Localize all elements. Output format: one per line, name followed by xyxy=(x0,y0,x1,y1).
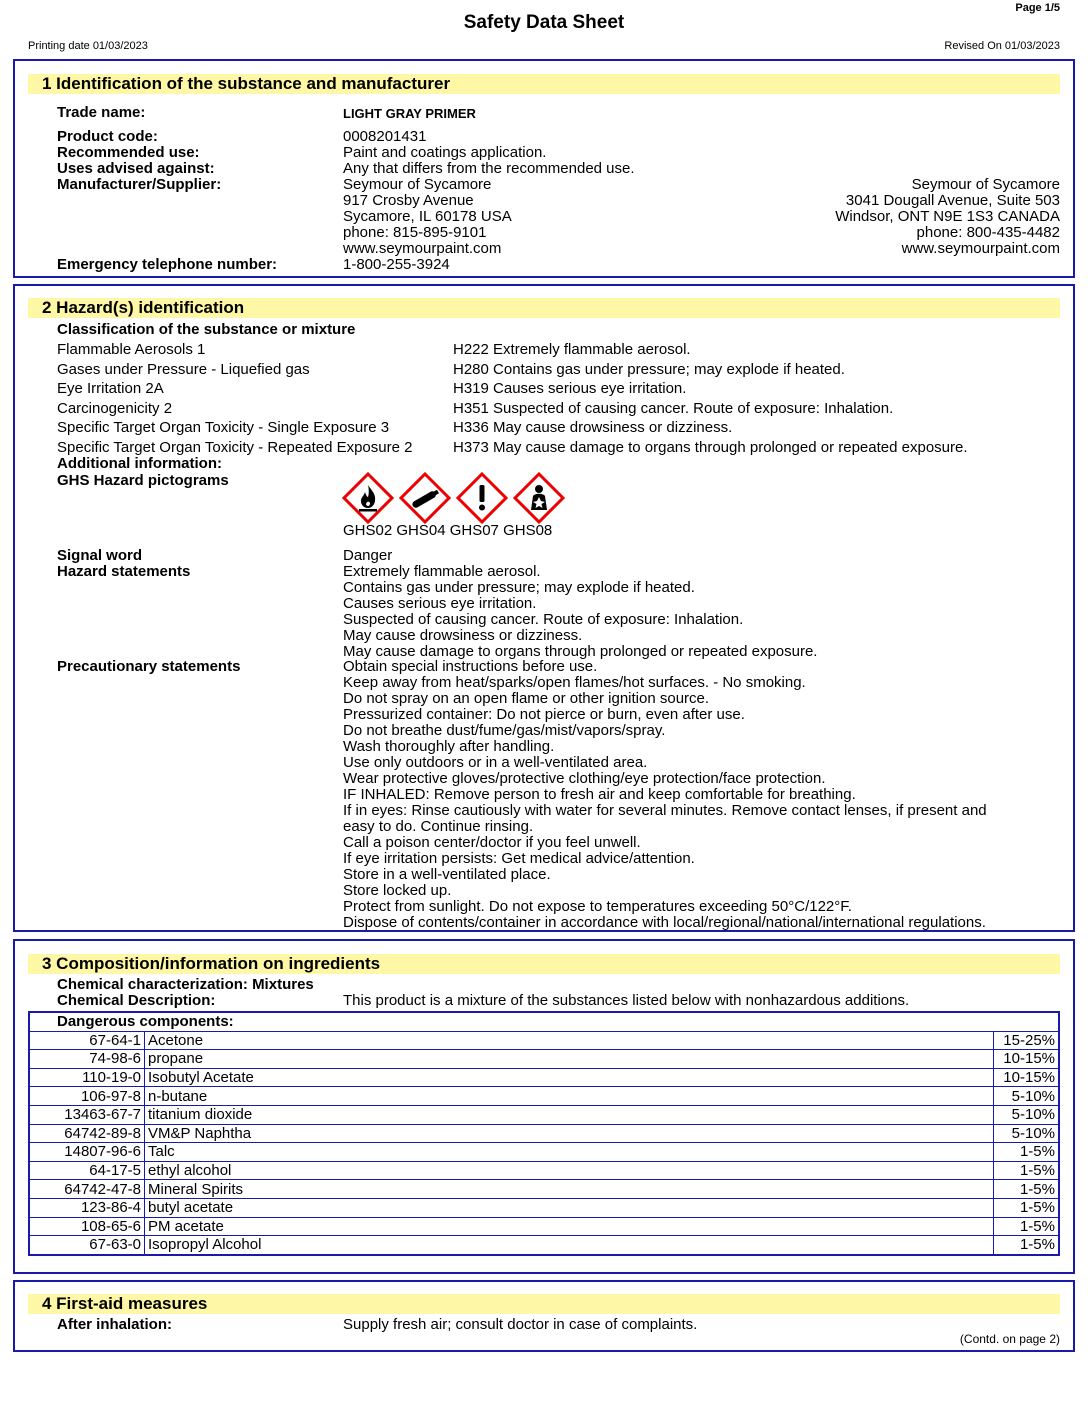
hazard-statements-text: Extremely flammable aerosol. Contains gas under pressure; may explode if heated. Causes serious eye irritation. Suspected of causing cancer. Route of exposure: Inhalation. May cause drowsiness or dizziness. May cause damage to organs through prolonged or repeated exposure. xyxy=(343,563,818,660)
additional-info-label: Additional information: xyxy=(57,455,222,472)
precautionary-statements-text: Obtain special instructions before use. Keep away from heat/sparks/open flames/hot surfaces. - No smoking. Do not spray on an open flame or other ignition source. Pressurized container: Do not pierce or burn, even after use. Do not breathe dust/fume/gas/mist/vapors/spray. Wash thoroughly after handling. Use only outdoors or in a well-ventilated area. Wear protective gloves/protective clothing/eye protection/face protection. IF INHALED: Remove person to fresh air and keep comfortable for breathing. If in eyes: Rinse cautiously with water for several minutes. Remove contact lenses, if present and easy to do. Continue rinsing. Call a poison center/doctor if you feel unwell. If eye irritation persists: Get medical advice/attention. Store in a well-ventilated place. Store locked up. Protect from sunlight. Do not expose to temperatures exceeding 50°C/122°F. Dispose of contents/container in accordance with local/regional/national/international regulations. xyxy=(343,658,987,931)
classification-statement: H336 May cause drowsiness or dizziness. xyxy=(453,419,733,437)
classification-category: Flammable Aerosols 1 xyxy=(57,341,206,358)
component-name: Talc xyxy=(145,1143,994,1162)
trade-name-label: Trade name: xyxy=(57,104,146,121)
component-percent: 5-10% xyxy=(994,1124,1060,1143)
cas-number: 123-86-4 xyxy=(29,1198,145,1217)
classification-categories xyxy=(57,340,412,458)
classification-statement: H319 Causes serious eye irritation. xyxy=(453,380,687,398)
manufacturer-label: Manufacturer/Supplier: xyxy=(57,176,222,193)
component-percent: 1-5% xyxy=(994,1143,1060,1162)
cas-number: 67-64-1 xyxy=(29,1031,145,1050)
component-percent: 1-5% xyxy=(994,1180,1060,1199)
after-inhalation-label: After inhalation: xyxy=(57,1316,172,1333)
cas-number: 110-19-0 xyxy=(29,1068,145,1087)
supplier-canada-address: Seymour of Sycamore 3041 Dougall Avenue, Suite 503 Windsor, ONT N9E 1S3 CANADA phone: 800-435-4482 www.seymourpaint.com xyxy=(835,176,1060,257)
cas-number: 14807-96-6 xyxy=(29,1143,145,1162)
product-code-label: Product code: xyxy=(57,128,158,145)
section-2-heading: 2 Hazard(s) identification xyxy=(28,298,1060,318)
ghs-pictograms-label: GHS Hazard pictograms xyxy=(57,472,229,489)
component-name: Isobutyl Acetate xyxy=(145,1068,994,1087)
component-percent: 1-5% xyxy=(994,1236,1060,1255)
trade-name-value: LIGHT GRAY PRIMER xyxy=(343,106,476,121)
uses-against-label: Uses advised against: xyxy=(57,160,215,177)
section-3-heading: 3 Composition/information on ingredients xyxy=(28,954,1060,974)
table-row xyxy=(29,1143,1059,1162)
classification-category: Gases under Pressure - Liquefied gas xyxy=(57,360,310,378)
classification-label: Classification of the substance or mixture xyxy=(57,321,356,338)
table-row xyxy=(29,1031,1059,1050)
component-name: Mineral Spirits xyxy=(145,1180,994,1199)
classification-statement: H280 Contains gas under pressure; may explode if heated. xyxy=(453,360,845,378)
cas-number: 13463-67-7 xyxy=(29,1105,145,1124)
precautionary-label: Precautionary statements xyxy=(57,658,241,675)
signal-word-value: Danger xyxy=(343,547,393,564)
table-row xyxy=(29,1105,1059,1124)
component-name: n-butane xyxy=(145,1087,994,1106)
classification-category: Carcinogenicity 2 xyxy=(57,399,173,417)
cas-number: 64742-47-8 xyxy=(29,1180,145,1199)
revised-date: Revised On 01/03/2023 xyxy=(944,40,1060,52)
classification-statement: H351 Suspected of causing cancer. Route of exposure: Inhalation. xyxy=(453,399,894,417)
table-row xyxy=(29,1198,1059,1217)
pictogram-codes: GHS02 GHS04 GHS07 GHS08 xyxy=(343,522,553,539)
recommended-use-label: Recommended use: xyxy=(57,144,200,161)
classification-category: Specific Target Organ Toxicity - Repeated Exposure 2 xyxy=(57,438,413,456)
chemical-characterization-label: Chemical characterization: Mixtures xyxy=(57,976,314,993)
cas-number: 67-63-0 xyxy=(29,1236,145,1255)
dangerous-components-table xyxy=(28,1011,1060,1256)
uses-against-value: Any that differs from the recommended use. xyxy=(343,160,635,177)
printing-date: Printing date 01/03/2023 xyxy=(28,40,148,52)
section-4-heading: 4 First-aid measures xyxy=(28,1294,1060,1314)
cas-number: 106-97-8 xyxy=(29,1087,145,1106)
chemical-description-value: This product is a mixture of the substances listed below with nonhazardous additions. xyxy=(343,992,910,1009)
cas-number: 74-98-6 xyxy=(29,1050,145,1069)
dangerous-components-label: Dangerous components: xyxy=(29,1012,1059,1031)
cas-number: 64-17-5 xyxy=(29,1161,145,1180)
component-percent: 10-15% xyxy=(994,1068,1060,1087)
component-name: Acetone xyxy=(145,1031,994,1050)
component-percent: 15-25% xyxy=(994,1031,1060,1050)
cas-number: 108-65-6 xyxy=(29,1217,145,1236)
health-hazard-icon xyxy=(513,472,565,524)
section-1-heading: 1 Identification of the substance and manufacturer xyxy=(28,74,1060,94)
after-inhalation-value: Supply fresh air; consult doctor in case of complaints. xyxy=(343,1316,698,1333)
page-number: Page 1/5 xyxy=(1015,2,1060,14)
classification-category: Eye Irritation 2A xyxy=(57,380,164,398)
table-row xyxy=(29,1050,1059,1069)
component-name: VM&P Naphtha xyxy=(145,1124,994,1143)
component-name: butyl acetate xyxy=(145,1198,994,1217)
component-percent: 5-10% xyxy=(994,1087,1060,1106)
table-header-row xyxy=(29,1012,1059,1031)
gas-cylinder-icon xyxy=(399,472,451,524)
component-percent: 1-5% xyxy=(994,1198,1060,1217)
component-percent: 5-10% xyxy=(994,1105,1060,1124)
component-percent: 10-15% xyxy=(994,1050,1060,1069)
table-row xyxy=(29,1161,1059,1180)
component-name: PM acetate xyxy=(145,1217,994,1236)
product-code-value: 0008201431 xyxy=(343,128,427,145)
component-name: ethyl alcohol xyxy=(145,1161,994,1180)
table-row xyxy=(29,1236,1059,1255)
recommended-use-value: Paint and coatings application. xyxy=(343,144,547,161)
classification-statements xyxy=(453,340,968,458)
component-percent: 1-5% xyxy=(994,1217,1060,1236)
signal-word-label: Signal word xyxy=(57,547,143,564)
flame-icon xyxy=(342,472,394,524)
table-row xyxy=(29,1124,1059,1143)
cas-number: 64742-89-8 xyxy=(29,1124,145,1143)
chemical-description-label: Chemical Description: xyxy=(57,992,216,1009)
exclamation-mark-icon xyxy=(456,472,508,524)
emergency-value: 1-800-255-3924 xyxy=(343,256,450,273)
document-title: Safety Data Sheet xyxy=(463,12,625,33)
component-name: titanium dioxide xyxy=(145,1105,994,1124)
classification-statement: H373 May cause damage to organs through prolonged or repeated exposure. xyxy=(453,438,968,456)
emergency-label: Emergency telephone number: xyxy=(57,256,278,273)
component-name: propane xyxy=(145,1050,994,1069)
table-row xyxy=(29,1068,1059,1087)
component-name: Isopropyl Alcohol xyxy=(145,1236,994,1255)
component-percent: 1-5% xyxy=(994,1161,1060,1180)
classification-category: Specific Target Organ Toxicity - Single Exposure 3 xyxy=(57,419,390,437)
classification-statement: H222 Extremely flammable aerosol. xyxy=(453,341,691,358)
continued-note: (Contd. on page 2) xyxy=(959,1332,1060,1346)
table-row xyxy=(29,1217,1059,1236)
table-row xyxy=(29,1180,1059,1199)
table-row xyxy=(29,1087,1059,1106)
supplier-usa-address: Seymour of Sycamore 917 Crosby Avenue Sycamore, IL 60178 USA phone: 815-895-9101 www.seymourpaint.com xyxy=(343,176,512,257)
hazard-statements-label: Hazard statements xyxy=(57,563,191,580)
